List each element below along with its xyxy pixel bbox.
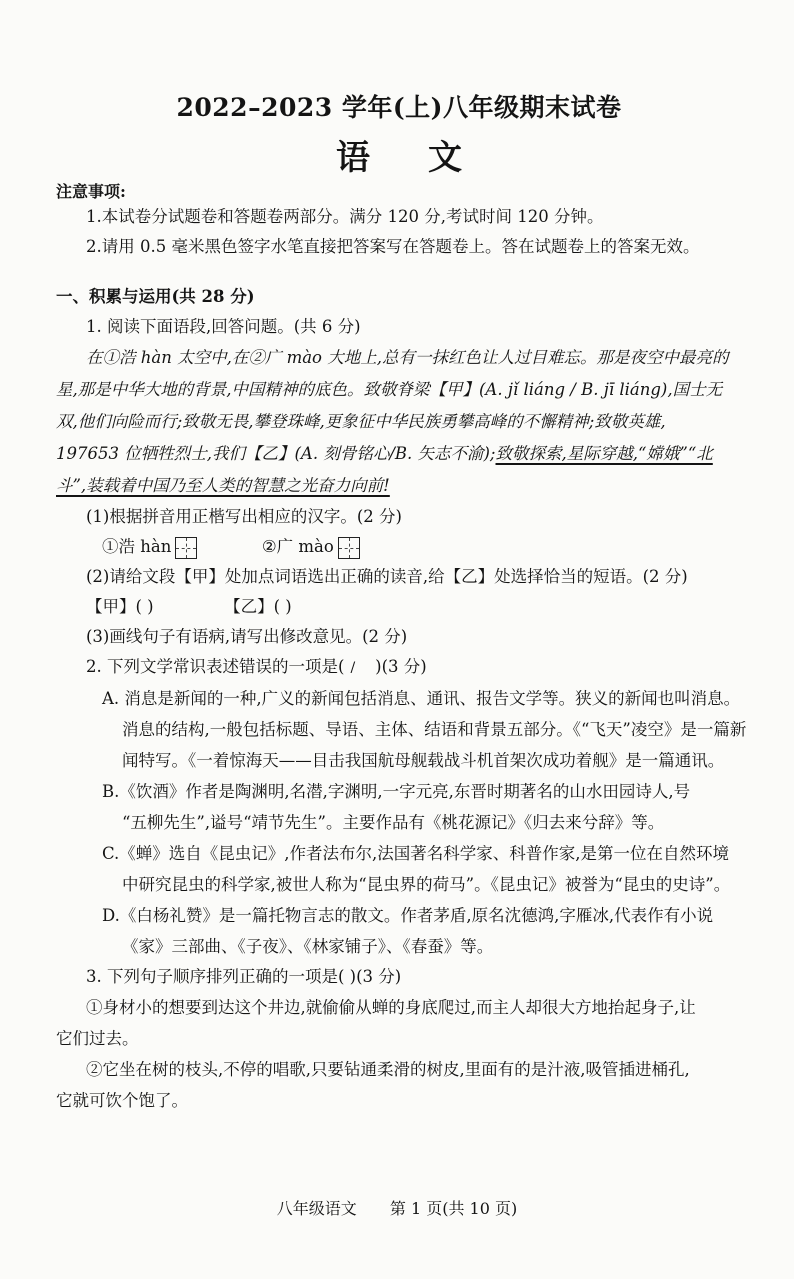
option-a-line: A. 消息是新闻的一种,广义的新闻包括消息、通讯、报告文学等。狭义的新闻也叫消息。 [102,689,741,708]
reading-passage [56,342,742,502]
sub-question-2: (2)请给文段【甲】处加点词语选出正确的读音,给【乙】处选择恰当的短语。(2 分) [86,567,688,586]
question-2-score: )(3 分) [375,657,427,676]
option-c-line: C.《蝉》选自《昆虫记》,作者法布尔,法国著名科学家、科普作家,是第一位在自然环境 [102,844,730,863]
option-a-line: 消息的结构,一般包括标题、导语、主体、结语和背景五部分。《“飞天”凌空》是一篇新 [122,720,747,739]
pinyin-blanks [56,532,742,562]
option-c-line: 中研究昆虫的科学家,被世人称为“昆虫界的荷马”。《昆虫记》被誉为“昆虫的史诗”。 [122,875,731,894]
passage-line: 星,那是中华大地的背景,中国精神的底色。致敬脊梁【甲】(A. jǐ liáng / B. jī liáng),国士无 [56,380,723,399]
blank-label: ②广 mào [261,537,334,556]
passage-line: 双,他们向险而行;致敬无畏,攀登珠峰,更象征中华民族勇攀高峰的不懈精神;致敬英雄, [56,412,666,431]
underlined-sentence: 致敬探索,星际穿越,“嫦娥”“北 [495,444,713,463]
subject-title: 语文 [336,138,520,178]
option-d-line: 《家》三部曲、《子夜》、《林家铺子》、《春蚕》等。 [122,937,494,956]
passage-text: 197653 位牺牲烈士,我们【乙】(A. 刻骨铭心/B. 矢志不渝); [56,444,496,463]
notes-title: 注意事项: [56,182,126,201]
answer-jia: 【甲】( ) [86,597,154,616]
answer-row [56,592,742,622]
passage-line [56,438,742,470]
footer-page-number: 第 1 页(共 10 页) [389,1199,518,1218]
question-2-stem [56,652,742,683]
footer-subject: 八年级语文 [276,1199,357,1218]
q3-item-line: 它就可饮个饱了。 [56,1091,188,1110]
passage-line [56,470,742,502]
option-b-line: B.《饮酒》作者是陶渊明,名潜,字渊明,一字元亮,东晋时期著名的山水田园诗人,号 [102,782,691,801]
sub-question-3: (3)画线句子有语病,请写出修改意见。(2 分) [86,627,408,646]
option-b-line: “五柳先生”,谥号“靖节先生”。主要作品有《桃花源记》《归去来兮辞》等。 [122,813,665,832]
question-1-stem: 1. 阅读下面语段,回答问题。(共 6 分) [86,317,361,336]
q3-item-line: ②它坐在树的枝头,不停的唱歌,只要钻通柔滑的树皮,里面有的是汁液,吸管插进桶孔, [86,1060,690,1079]
note-item: 1.本试卷分试题卷和答题卷两部分。满分 120 分,考试时间 120 分钟。 [86,207,604,226]
answer-tick-mark: / [350,660,356,676]
passage-line: 在①浩 hàn 太空中,在②广 mào 大地上,总有一抹红色让人过目难忘。那是夜空中最亮的 [86,348,729,367]
section-title: 一、积累与运用(共 28 分) [56,287,255,306]
blank-label: ①浩 hàn [102,537,172,556]
writing-box[interactable] [175,537,197,559]
option-a-line: 闻特写。《一着惊海天——目击我国航母舰载战斗机首架次成功着舰》是一篇通讯。 [122,751,725,770]
underlined-sentence: 斗”,装载着中国乃至人类的智慧之光奋力向前! [56,476,390,495]
q3-item-line: ①身材小的想要到达这个井边,就偷偷从蝉的身底爬过,而主人却很大方地抬起身子,让 [86,998,696,1017]
sub-question-1: (1)根据拼音用正楷写出相应的汉字。(2 分) [86,507,402,526]
question-2-stem-text: 2. 下列文学常识表述错误的一项是( [86,657,345,676]
page-footer [0,1196,794,1219]
option-d-line: D.《白杨礼赞》是一篇托物言志的散文。作者茅盾,原名沈德鸿,字雁冰,代表作有小说 [102,906,714,925]
note-item: 2.请用 0.5 毫米黑色签字水笔直接把答案写在答题卷上。答在试题卷上的答案无效。 [86,237,700,256]
exam-page [0,88,794,1279]
q3-item-line: 它们过去。 [56,1029,139,1048]
exam-title: 2022–2023 学年(上)八年级期末试卷 [176,93,622,122]
answer-yi: 【乙】( ) [224,597,292,616]
question-3-stem: 3. 下列句子顺序排列正确的一项是( )(3 分) [86,967,402,986]
writing-box[interactable] [338,537,360,559]
